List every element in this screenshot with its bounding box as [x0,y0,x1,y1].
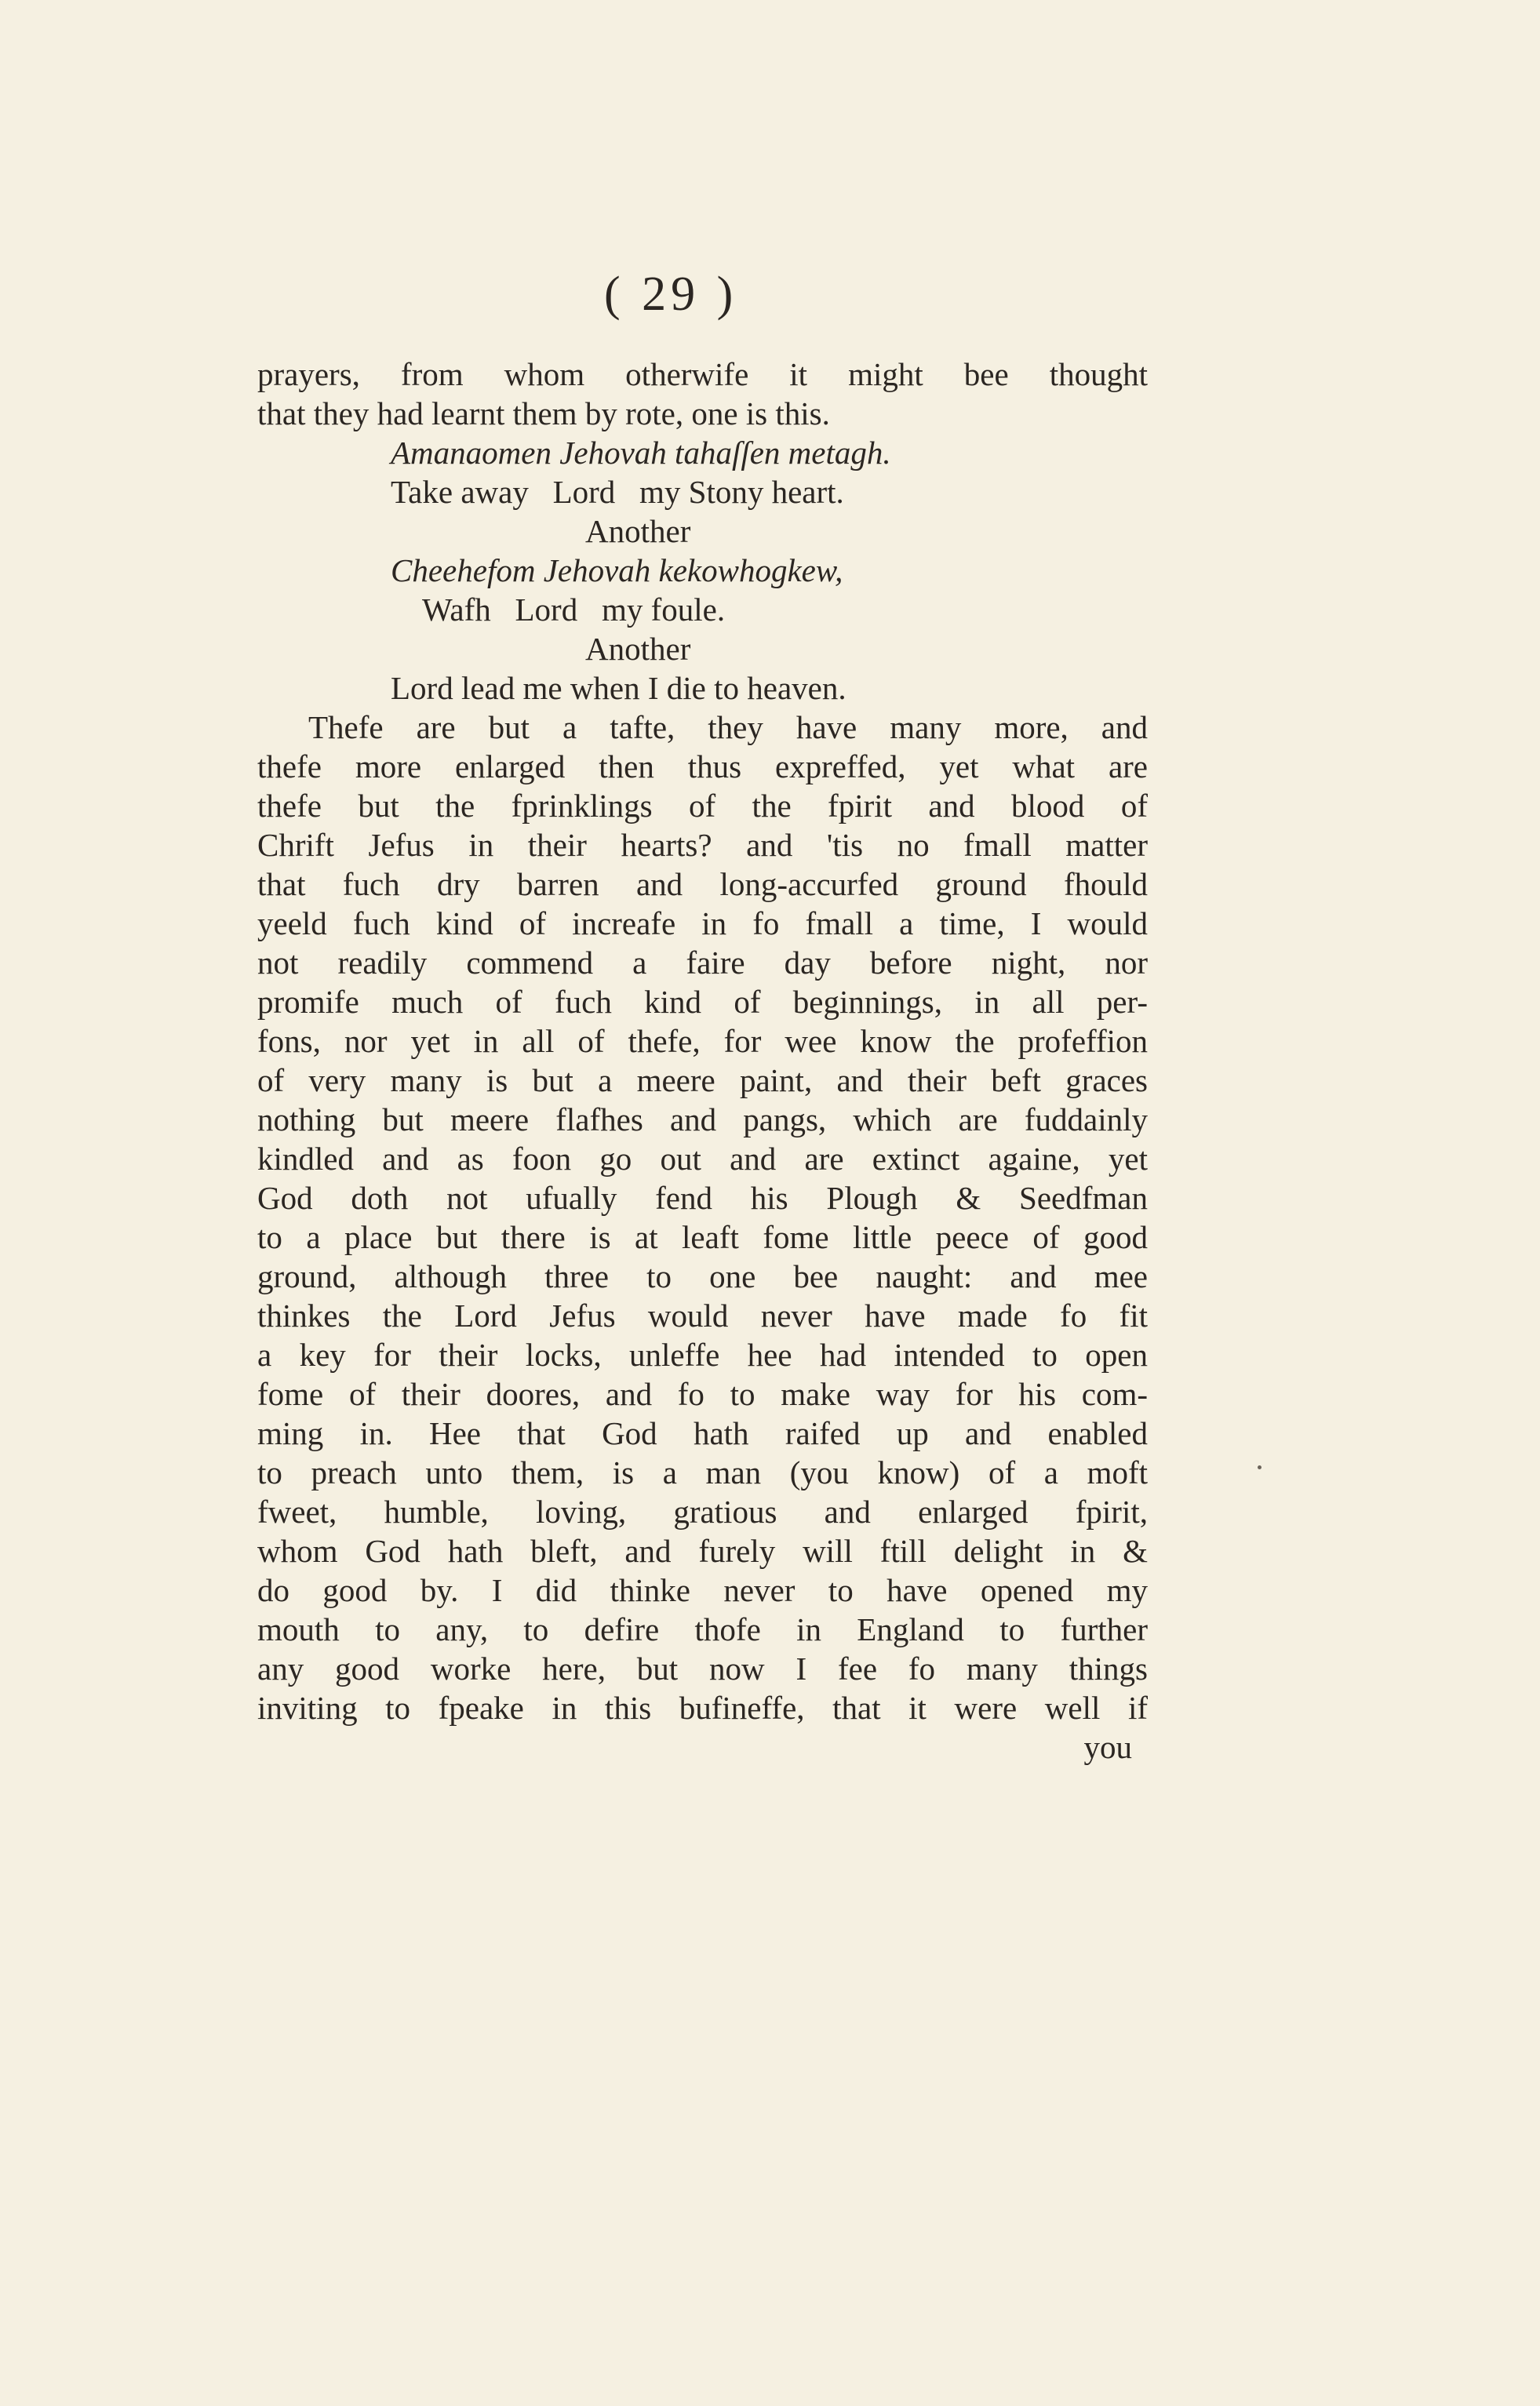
text-line: God doth not ufually fend his Plough & Seedfman [257,1180,1148,1216]
page-number: ( 29 ) [604,268,738,321]
prayer-heading: Another [585,513,691,549]
text-line: thinkes the Lord Jefus would never have made fo fit [257,1298,1148,1334]
text-line: a key for their locks, unleffe hee had intended to open [257,1337,1148,1373]
text-line: of very many is but a meere paint, and their beft graces [257,1062,1148,1098]
text-line: not readily commend a faire day before night, nor [257,945,1148,981]
prayer-native-line: Amanaomen Jehovah tahaſſen metagh. [391,435,891,471]
text-line: nothing but meere flafhes and pangs, which are fuddainly [257,1101,1148,1137]
text-line: do good by. I did thinke never to have opened my [257,1572,1148,1608]
text-line: any good worke here, but now I fee fo many things [257,1651,1148,1687]
text-line: kindled and as foon go out and are extinct againe, yet [257,1141,1148,1177]
text-line: inviting to fpeake in this bufineffe, that it were well if [257,1690,1148,1726]
prayer-heading: Another [585,631,691,667]
body-text [257,355,1148,1767]
text-line: yeeld fuch kind of increafe in fo fmall a time, I would [257,905,1148,941]
text-line: ground, although three to one bee naught: and mee [257,1258,1148,1294]
prayer-translation-line: Wafh Lord my foule. [422,591,726,628]
text-line: fons, nor yet in all of thefe, for wee know the profeffion [257,1023,1148,1059]
text-line: mouth to any, to defire thofe in England to further [257,1611,1148,1647]
text-line: fome of their doores, and fo to make way for his com- [257,1376,1148,1412]
text-line: promife much of fuch kind of beginnings, in all per- [257,984,1148,1020]
text-line: thefe but the fprinklings of the fpirit and blood of [257,788,1148,824]
text-line: prayers, from whom otherwife it might bee thought [257,356,1148,392]
text-line: that they had learnt them by rote, one is this. [257,395,830,431]
prayer-translation-line: Lord lead me when I die to heaven. [391,670,846,706]
text-line: to preach unto them, is a man (you know) of a moft [257,1454,1148,1491]
prayer-translation-line: Take away Lord my Stony heart. [391,474,844,510]
text-line: ming in. Hee that God hath raifed up and enabled [257,1415,1148,1451]
prayer-native-line: Cheehefom Jehovah kekowhogkew, [391,552,843,588]
text-line: thefe more enlarged then thus expreffed, yet what are [257,748,1148,784]
text-line: to a place but there is at leaft fome little peece of good [257,1219,1148,1255]
paragraph-first-line: Thefe are but a tafte, they have many more, and [308,709,1148,745]
ink-speck [1258,1465,1261,1469]
catchword: you [1083,1729,1132,1765]
text-line: whom God hath bleft, and furely will ftill delight in & [257,1533,1148,1569]
text-line: that fuch dry barren and long-accurfed ground fhould [257,866,1148,902]
text-line: fweet, humble, loving, gratious and enlarged fpirit, [257,1494,1148,1530]
text-line: Chrift Jefus in their hearts? and 'tis no fmall matter [257,827,1148,863]
